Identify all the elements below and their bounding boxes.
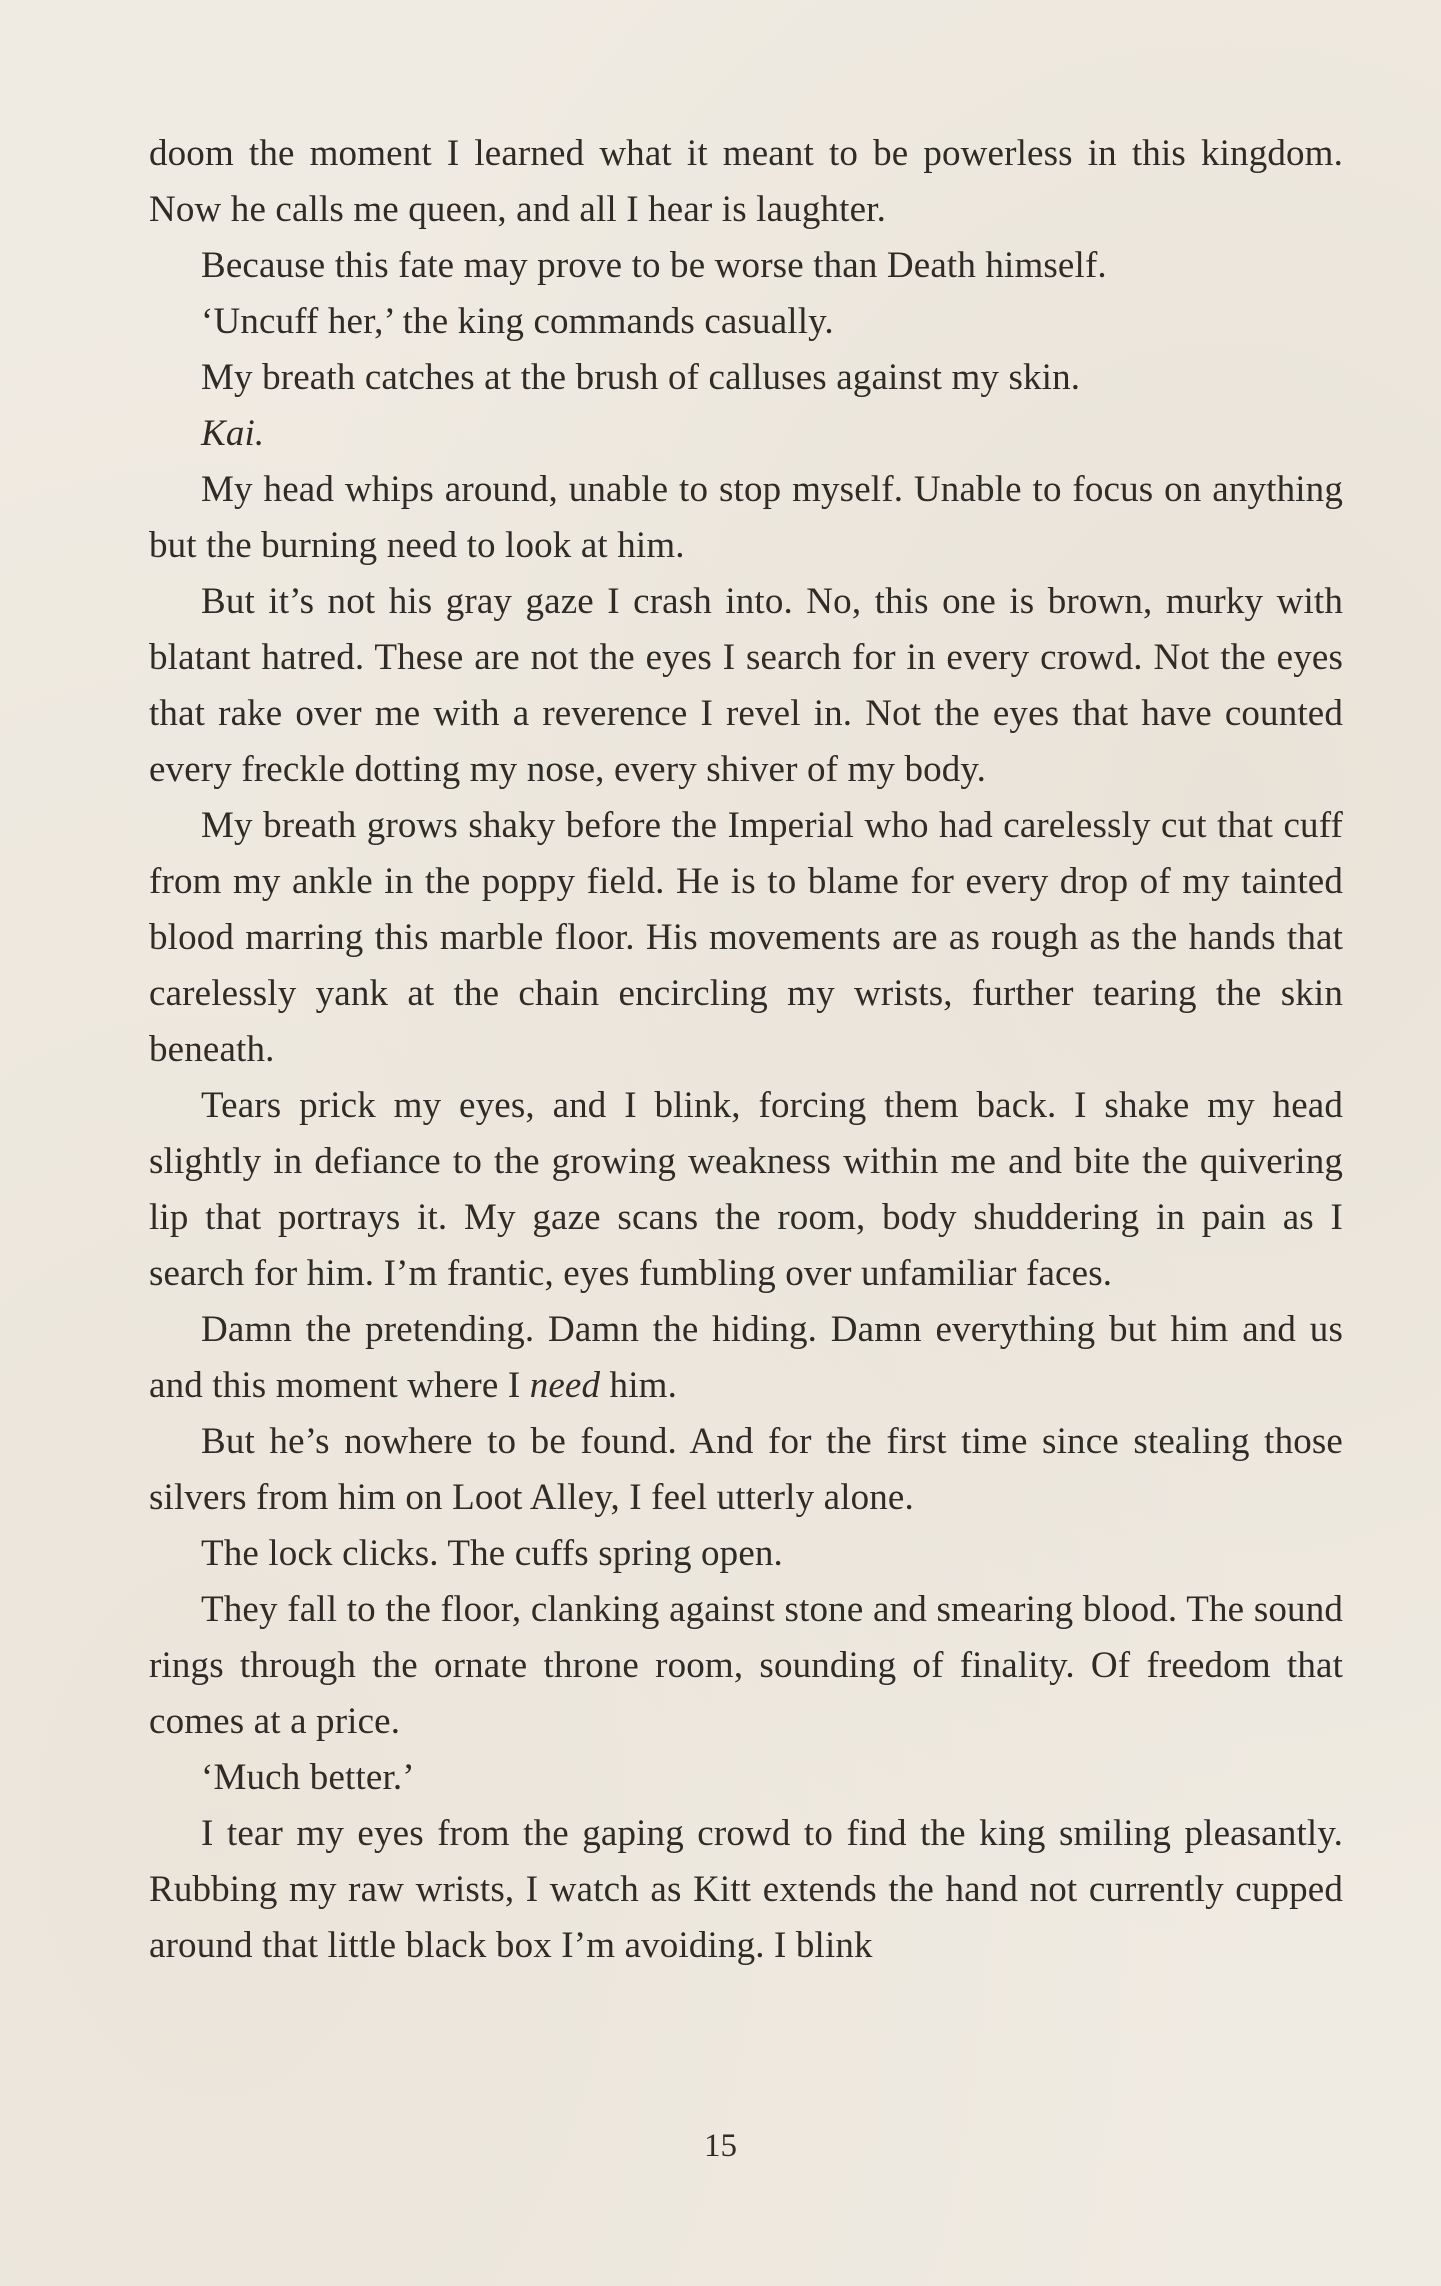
paragraph: I tear my eyes from the gaping crowd to find the king smiling pleasantly. Rubbing my raw wrists, I watch as Kitt extends the hand not currently cupped around that little black box I’m avoiding. I blink <box>149 1813 1343 1966</box>
paragraph: Tears prick my eyes, and I blink, forcing them back. I shake my head slightly in defiance to the growing weakness within me and bite the quivering lip that portrays it. My gaze scans the room, body shuddering in pain as I search for him. I’m frantic, eyes fumbling over unfamiliar faces. <box>149 1085 1343 1294</box>
paragraph: My breath catches at the brush of calluses against my skin. <box>201 357 1081 398</box>
italic-text: need <box>529 1365 601 1406</box>
paragraph: Because this fate may prove to be worse than Death himself. <box>201 245 1107 286</box>
body-text <box>149 126 1343 1974</box>
paragraph: But he’s nowhere to be found. And for the first time since stealing those silvers from him on Loot Alley, I feel utterly alone. <box>149 1421 1343 1518</box>
italic-text: Kai. <box>201 413 265 454</box>
paragraph: The lock clicks. The cuffs spring open. <box>201 1533 783 1574</box>
paragraph: Damn the pretending. Damn the hiding. Damn everything but him and us and this moment where I need him. <box>149 1309 1343 1406</box>
paragraph: My head whips around, unable to stop myself. Unable to focus on anything but the burning need to look at him. <box>149 469 1343 566</box>
page-number: 15 <box>704 2128 737 2164</box>
paragraph: ‘Much better.’ <box>201 1757 415 1798</box>
paragraph: They fall to the floor, clanking against stone and smearing blood. The sound rings through the ornate throne room, sounding of finality. Of freedom that comes at a price. <box>149 1589 1343 1742</box>
paragraph: doom the moment I learned what it meant to be powerless in this kingdom. Now he calls me queen, and all I hear is laughter. <box>149 133 1343 230</box>
paragraph: ‘Uncuff her,’ the king commands casually. <box>201 301 834 342</box>
paragraph: But it’s not his gray gaze I crash into. No, this one is brown, murky with blatant hatred. These are not the eyes I search for in every crowd. Not the eyes that rake over me with a reverence I revel in. Not the eyes that have counted every freckle dotting my nose, every shiver of my body. <box>149 581 1343 790</box>
paragraph <box>149 406 1343 462</box>
paragraph: My breath grows shaky before the Imperial who had carelessly cut that cuff from my ankle in the poppy field. He is to blame for every drop of my tainted blood marring this marble floor. His movements are as rough as the hands that carelessly yank at the chain encircling my wrists, further tearing the skin beneath. <box>149 805 1343 1070</box>
